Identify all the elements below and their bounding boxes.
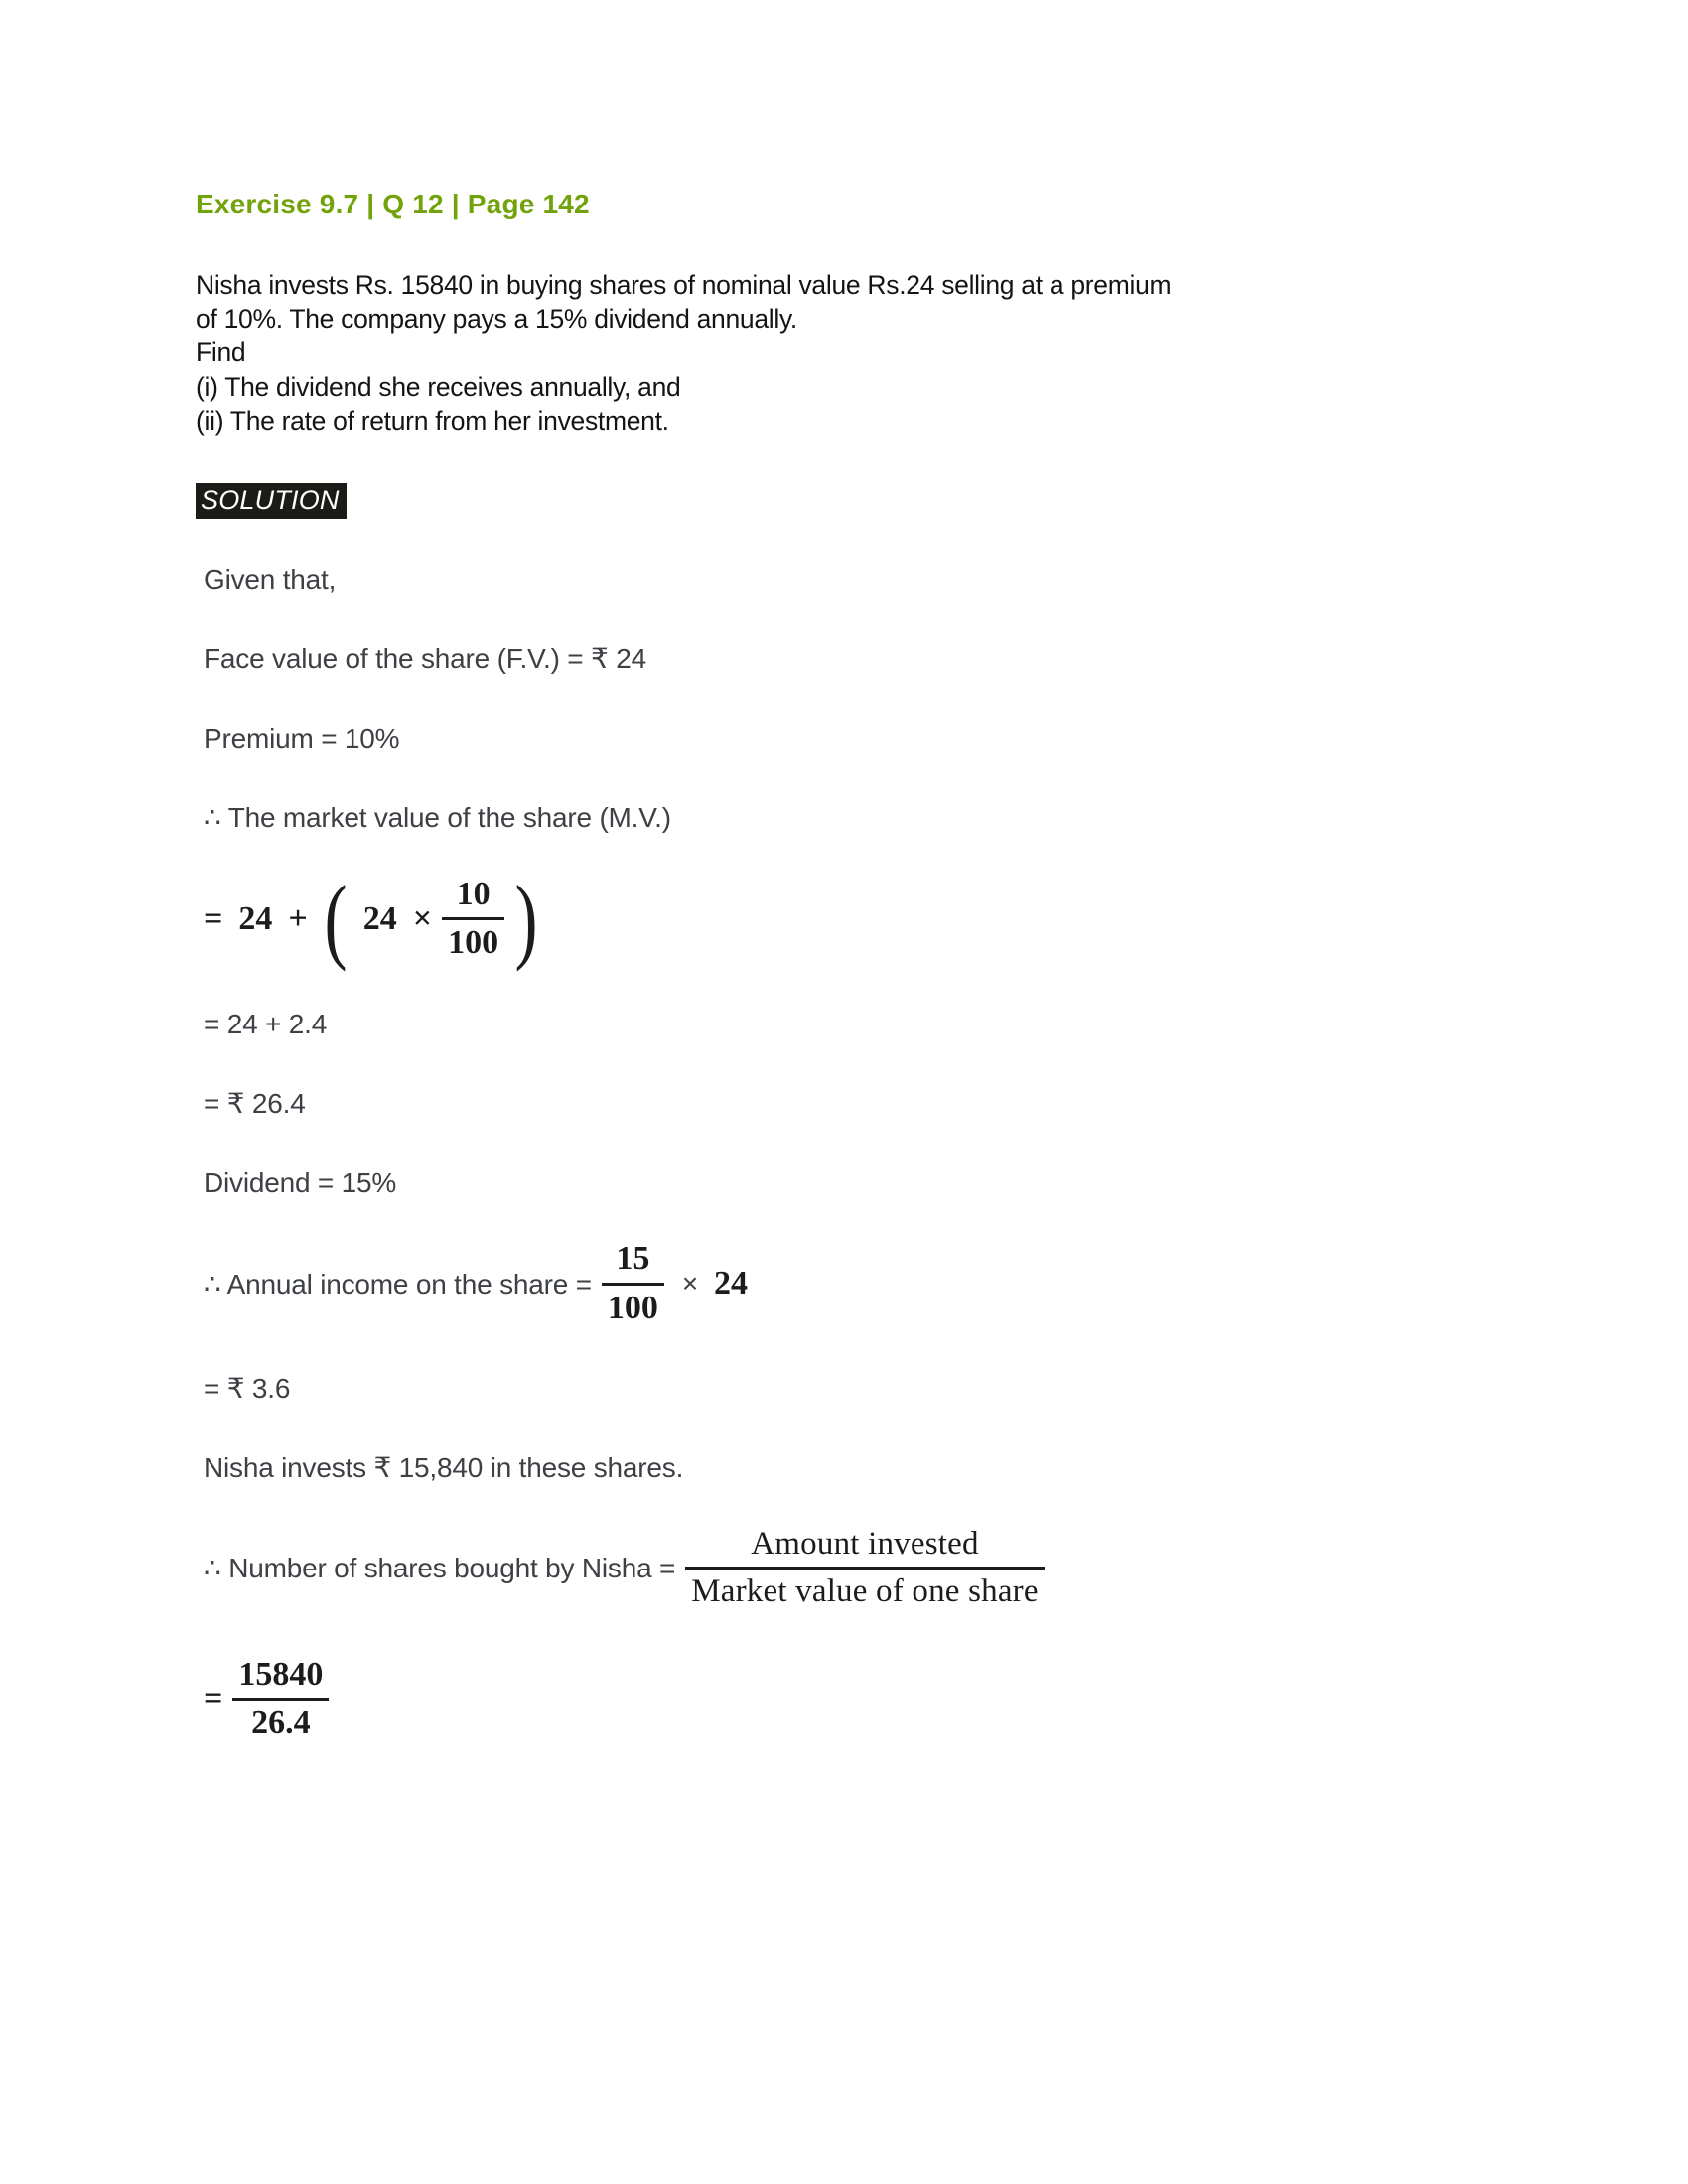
mv-fraction-denominator: 100 <box>448 924 499 962</box>
solution-label-wrapper <box>196 483 1477 519</box>
mv-result-text: = ₹ 26.4 <box>204 1087 306 1119</box>
solution-given-line <box>196 563 1477 597</box>
shares-value-fraction <box>232 1655 329 1743</box>
annual-income-label: ∴ Annual income on the share = <box>204 1268 592 1299</box>
solution-dividend-line <box>196 1165 1477 1199</box>
solution-invests-line <box>196 1451 1477 1485</box>
face-value-text: Face value of the share (F.V.) = ₹ 24 <box>204 643 646 675</box>
market-value-intro-text: ∴ The market value of the share (M.V.) <box>204 802 671 834</box>
annual-income-fraction <box>602 1239 664 1327</box>
question-line-find: Find <box>196 338 246 368</box>
question-block <box>196 268 1437 438</box>
mv-times-sign: × <box>412 899 433 937</box>
annual-income-equation <box>196 1239 1477 1327</box>
mv-sum-text: = 24 + 2.4 <box>204 1008 328 1039</box>
shares-bought-fraction-bar <box>685 1567 1045 1570</box>
question-line-1: Nisha invests Rs. 15840 in buying shares of nominal value Rs.24 selling at a premium <box>196 270 1172 300</box>
solution-badge: SOLUTION <box>196 483 347 519</box>
shares-bought-numerator: Amount invested <box>751 1525 979 1562</box>
solution-mv-sum-line <box>196 1007 1477 1040</box>
question-line-2: of 10%. The company pays a 15% dividend annually. <box>196 304 797 335</box>
shares-value-equation <box>196 1655 1477 1743</box>
mv-open-paren: ( <box>324 866 348 973</box>
mv-close-paren: ) <box>514 866 538 973</box>
shares-bought-denominator: Market value of one share <box>691 1572 1039 1609</box>
shares-bought-label: ∴ Number of shares bought by Nisha = <box>204 1552 676 1583</box>
mv-base-value: 24 <box>238 899 273 937</box>
page-content <box>196 189 1477 1787</box>
shares-value-numerator: 15840 <box>238 1655 324 1693</box>
solution-premium-line <box>196 722 1477 755</box>
shares-value-denominator: 26.4 <box>251 1704 311 1741</box>
question-line-ii: (ii) The rate of return from her investment. <box>196 405 669 436</box>
shares-value-fraction-bar <box>232 1698 329 1701</box>
shares-value-equals-sign: = <box>204 1680 223 1717</box>
shares-bought-fraction <box>685 1525 1045 1611</box>
mv-fraction <box>442 875 504 963</box>
annual-income-multiplier: 24 <box>714 1265 749 1302</box>
solution-market-value-intro-line <box>196 801 1477 835</box>
market-value-equation <box>196 866 1477 973</box>
annual-income-fraction-bar <box>602 1283 664 1286</box>
solution-mv-result-line <box>196 1086 1477 1120</box>
annual-income-result-text: = ₹ 3.6 <box>204 1372 291 1404</box>
mv-equals-sign: = <box>204 899 223 937</box>
shares-bought-equation <box>196 1525 1477 1611</box>
page-title: Exercise 9.7 | Q 12 | Page 142 <box>196 189 590 219</box>
annual-income-times-sign: × <box>681 1268 699 1299</box>
annual-income-denominator: 100 <box>607 1289 658 1326</box>
solution-face-value-line <box>196 642 1477 676</box>
premium-text: Premium = 10% <box>204 723 400 754</box>
mv-fraction-numerator: 10 <box>456 876 491 913</box>
question-line-i: (i) The dividend she receives annually, and <box>196 371 681 402</box>
mv-inner-value: 24 <box>362 899 397 937</box>
mv-plus-sign: + <box>288 899 308 937</box>
mv-fraction-bar <box>442 917 504 920</box>
solution-annual-income-result-line <box>196 1372 1477 1406</box>
given-text: Given that, <box>204 564 337 596</box>
annual-income-numerator: 15 <box>616 1240 650 1278</box>
dividend-text: Dividend = 15% <box>204 1166 397 1198</box>
invests-text: Nisha invests ₹ 15,840 in these shares. <box>204 1451 684 1483</box>
solution-body <box>196 563 1477 1743</box>
